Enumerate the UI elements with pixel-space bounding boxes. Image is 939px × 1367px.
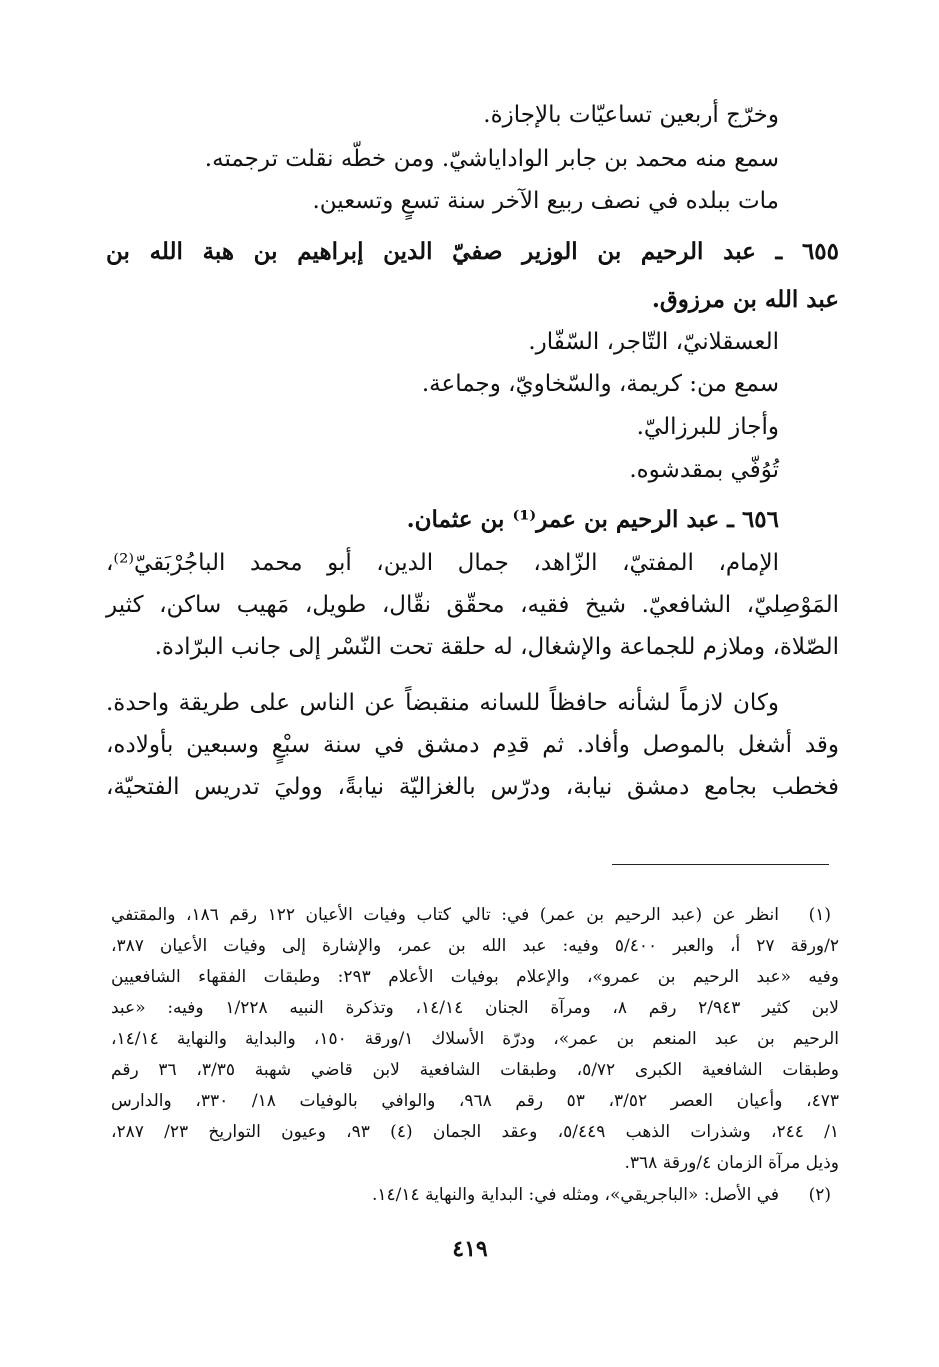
- footnote-number-2: (٢): [808, 1185, 831, 1205]
- body-line: تُوُفّي بمقدشوه.: [629, 457, 779, 483]
- footnote-line: وطبقات الشافعية الكبرى ٥/٧٢، وطبقات الشافعية لابن قاضي شهبة ٣/٣٥، ٣٦ رقم: [111, 1060, 839, 1080]
- footnote-line: ١/ ٢٤٤، وشذرات الذهب ٥/٤٤٩، وعقد الجمان (٤) ٩٣، وعيون التواريخ ٢٣/ ٢٨٧،: [111, 1122, 840, 1142]
- footnote-line: لابن كثير ٢/٩٤٣ رقم ٨، ومرآة الجنان ١٤/١٤، وتذكرة النبيه ١/٢٢٨ وفيه: «عبد: [111, 998, 839, 1018]
- body-line: فخطب بجامع دمشق نيابة، ودرّس بالغزاليّة نيابةً، ووليَ تدريس الفتحيّة،: [106, 774, 839, 800]
- footnote-line: ٤٧٣، وأعيان العصر ٣/٥٢، ٥٣ رقم ٩٦٨، والوافي بالوفيات ١٨/ ٣٣٠، والدارس: [111, 1091, 839, 1111]
- footnote-line: انظر عن (عبد الرحيم بن عمر) في: تالي كتاب وفيات الأعيان ١٢٢ رقم ١٨٦، والمقتفي: [111, 905, 779, 925]
- body-line: وكان لازماً لشأنه حافظاً للسانه منقبضاً عن الناس على طريقة واحدة.: [106, 690, 779, 716]
- body-line: وخرّج أربعين تساعيّات بالإجازة.: [483, 102, 779, 128]
- body-line: وأجاز للبرزاليّ.: [636, 414, 779, 440]
- body-line: مات ببلده في نصف ربيع الآخر سنة تسعٍ وتسعين.: [312, 188, 779, 214]
- footnote-separator: [612, 864, 829, 865]
- body-line: سمع من: كريمة، والسّخاويّ، وجماعة.: [421, 371, 779, 397]
- body-line: سمع منه محمد بن جابر الواداياشيّ. ومن خطّه نقلت ترجمته.: [204, 146, 779, 172]
- footnote-line: ٢/ورقة ٢٧ أ، والعبر ٥/٤٠٠ وفيه: عبد الله بن عمر، والإشارة إلى وفيات الأعيان ٣٨٧،: [111, 936, 840, 956]
- body-line: الصّلاة، وملازم للجماعة والإشغال، له حلقة تحت النّسْر إلى جانب البرّادة.: [154, 634, 839, 660]
- page-number: ٤١٩: [452, 1236, 488, 1262]
- body-line: الإمام، المفتيّ، الزّاهد، جمال الدين، أبو محمد الباجُرْبَقيّ⁽²⁾،: [106, 550, 779, 576]
- footnote-number-1: (١): [808, 905, 831, 925]
- body-line: العسقلانيّ، التّاجر، السّفّار.: [528, 329, 779, 355]
- footnote-line: وذيل مرآة الزمان ٤/ورقة ٣٦٨.: [624, 1153, 839, 1173]
- footnote-line: في الأصل: «الباجريقي»، ومثله في: البداية والنهاية ١٤/١٤.: [372, 1185, 779, 1205]
- body-line: وقد أشغل بالموصل وأفاد. ثم قدِم دمشق في سنة سبْعٍ وسبعين بأولاده،: [106, 732, 839, 758]
- entry-heading-656: ٦٥٦ ـ عبد الرحيم بن عمر⁽¹⁾ بن عثمان.: [406, 506, 779, 533]
- entry-heading-655-cont: عبد الله بن مرزوق.: [651, 286, 839, 313]
- body-line: المَوْصِليّ، الشافعيّ. شيخ فقيه، محقّق نقّال، طويل، مَهيب ساكن، كثير: [106, 592, 839, 618]
- footnote-line: وفيه «عبد الرحيم بن عمرو»، والإعلام بوفيات الأعلام ٢٩٣: وطبقات الفقهاء الشافعيين: [111, 967, 839, 987]
- entry-heading-655: ٦٥٥ ـ عبد الرحيم بن الوزير صفيّ الدين إبراهيم بن هبة الله بن: [106, 238, 839, 265]
- footnote-line: الرحيم بن عبد المنعم بن عمر»، ودرّة الأسلاك ١/ورقة ١٥٠، والبداية والنهاية ١٤/١٤،: [111, 1029, 839, 1049]
